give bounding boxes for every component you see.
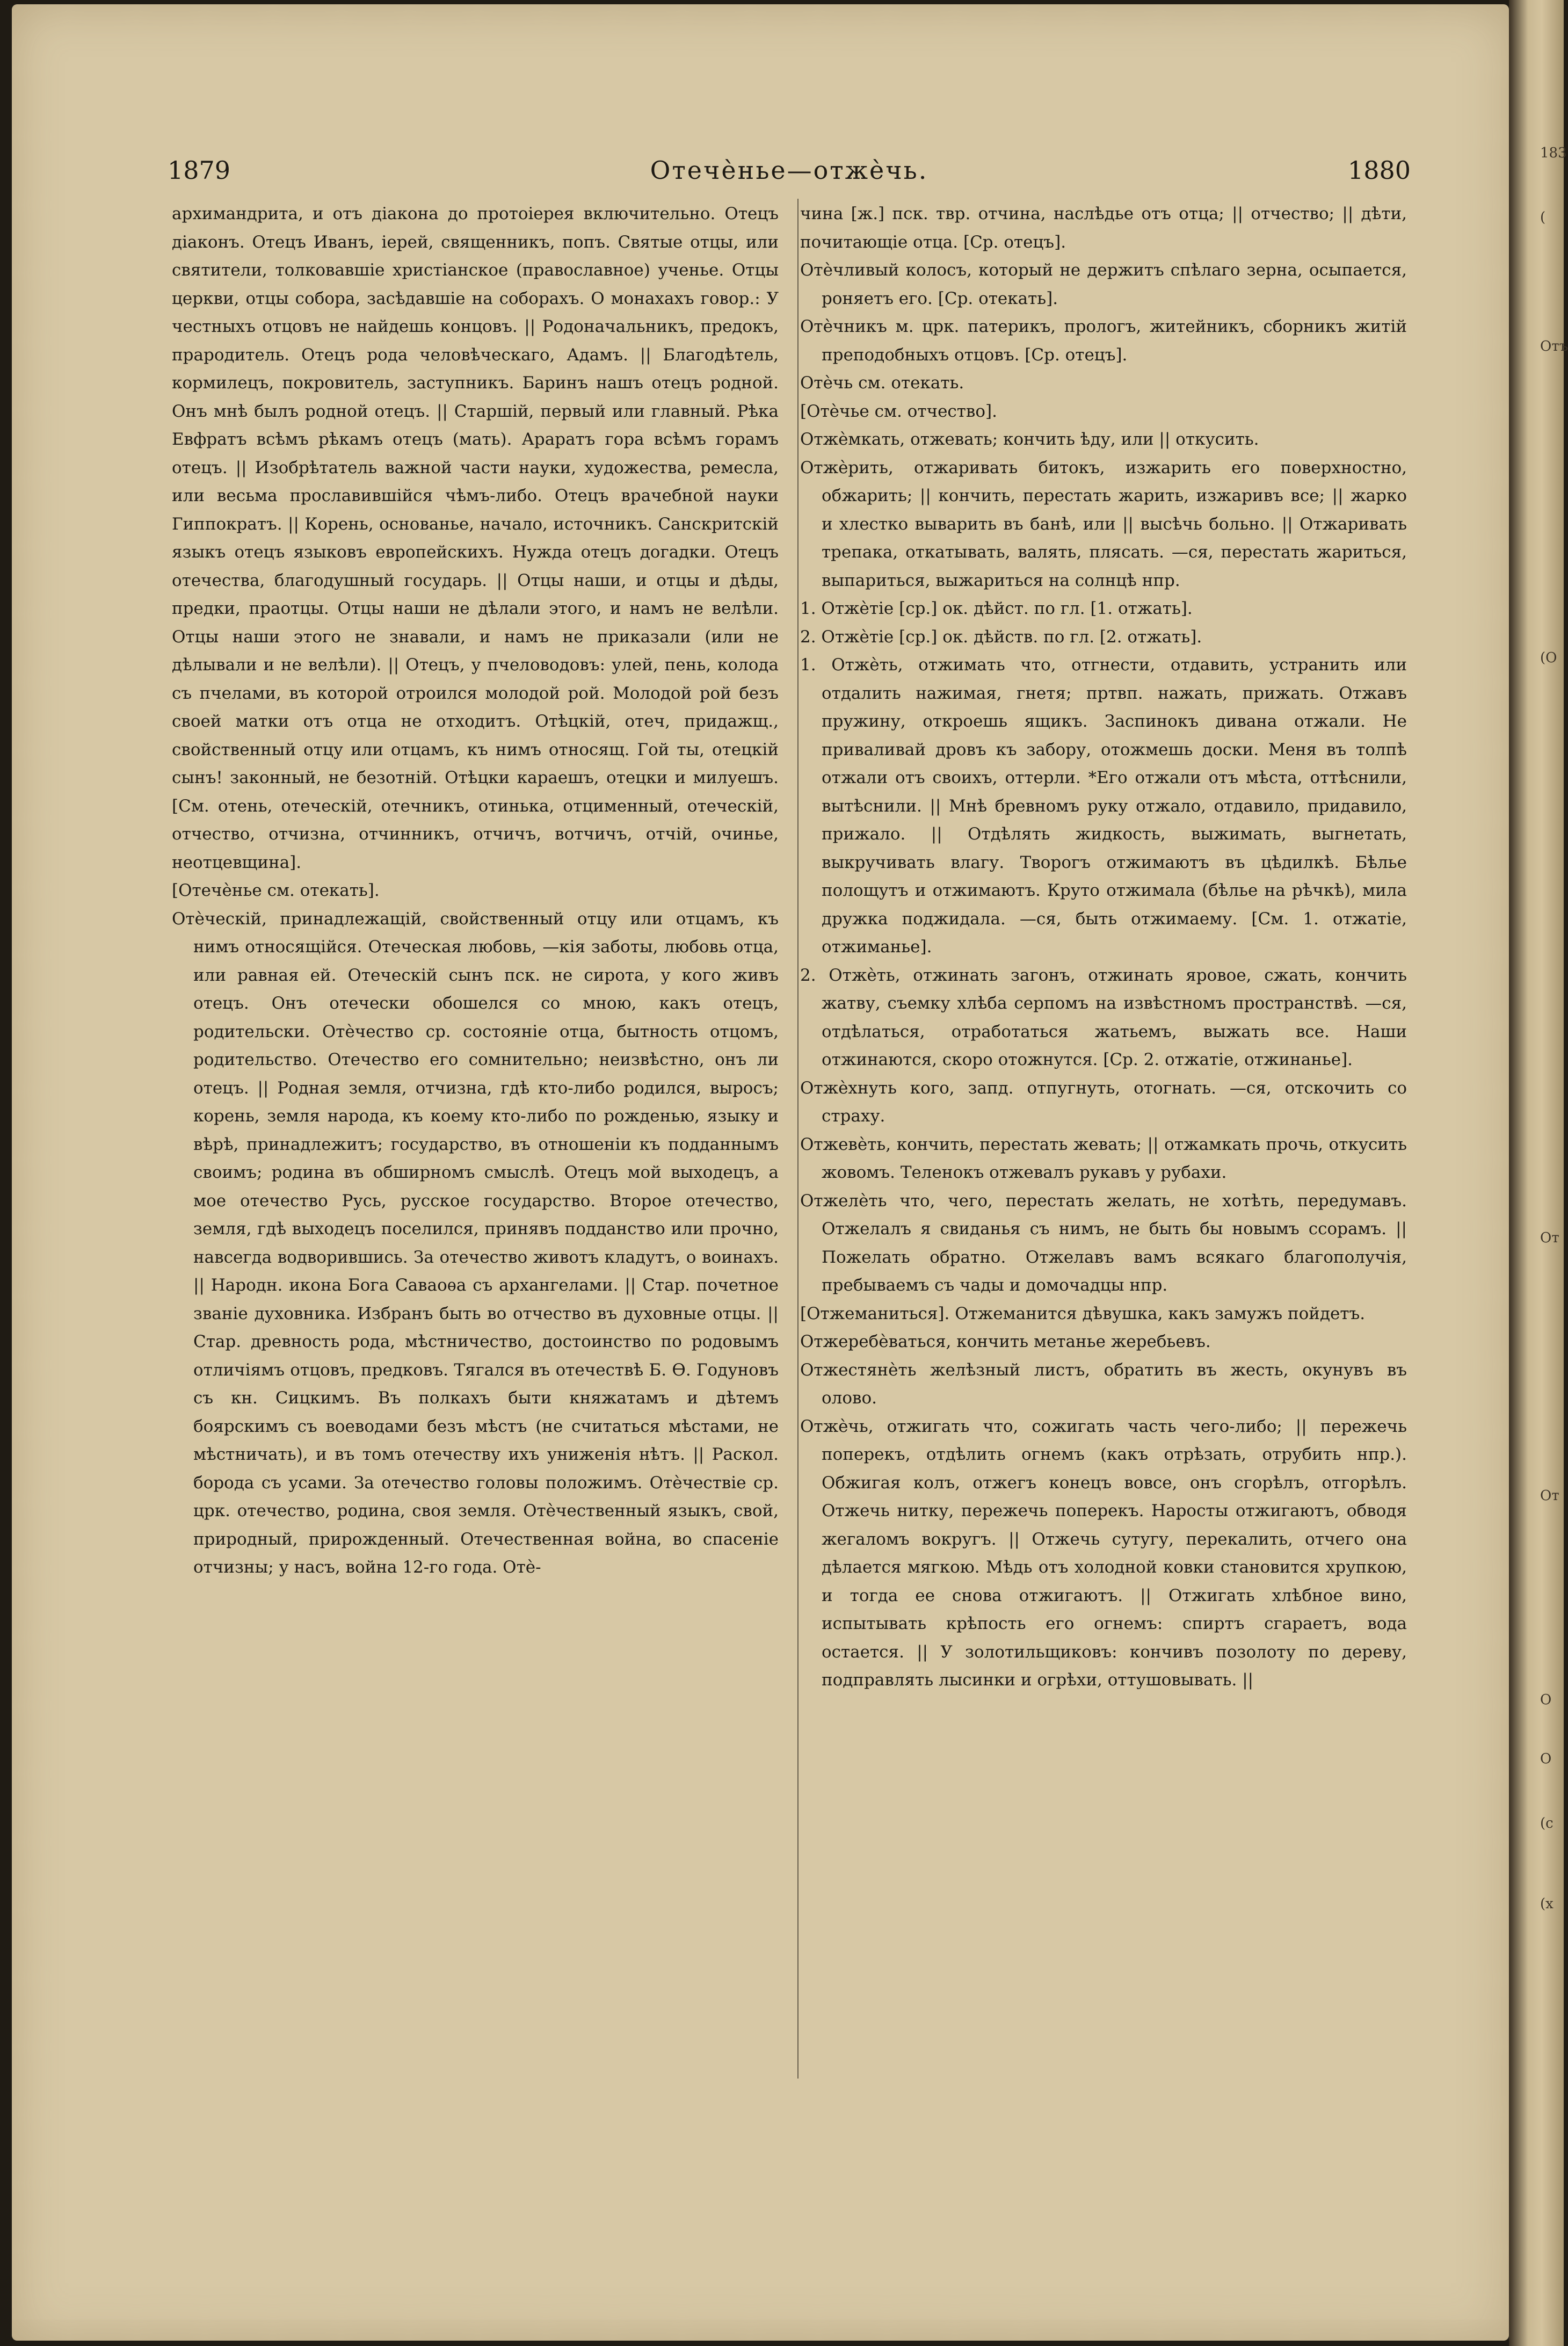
entry-otzherebevatsya: Отжеребѐваться, кончить метанье жеребьевъ.	[800, 1332, 1211, 1351]
entry-otechye: [Отѐчье см. отчество].	[800, 401, 997, 421]
entry-otzhakhnut: Отжѐхнуть кого, запд. отпугнуть, отогнать. —ся, отскочить со страху.	[800, 1078, 1407, 1126]
entry-otzhevat: Отжевѐть, кончить, перестать жевать; || отжамкать прочь, откусить жовомъ. Теленокъ отжевалъ рукавъ у рубахи.	[800, 1134, 1407, 1182]
running-title: Отечѐнье—отжѐчь.	[650, 156, 928, 185]
entry-otechina-cont: чина [ж.] пск. твр. отчина, наслѣдье отъ отца; || отчество; || дѣти, почитающіе отца. [Ср. отецъ].	[800, 204, 1407, 252]
edge-fragment: (х	[1540, 1896, 1554, 1912]
edge-fragment: От	[1540, 1230, 1559, 1246]
entry-otzhat-1: 1. Отжѐть, отжимать что, отгнести, отдавить, устранить или отдалить нажимая, гнетя; пртвп. нажать, прижать. Отжавъ пружину, откроешь ящикъ. Заспинокъ дивана отжали. Не приваливай дровъ къ забору, отожмешь доски. Меня въ толпѣ отжали отъ своихъ, оттерли. *Его отжали отъ мѣста, оттѣснили, вытѣснили. || Мнѣ бревномъ руку отжало, отдавило, придавило, прижало. || Отдѣлять жидкость, выжимать, выгнетать, выкручивать влагу. Творогъ отжимаютъ въ цѣдилкѣ. Бѣлье полощутъ и отжимаютъ. Круто отжимала (бѣлье на рѣчкѣ), мила дружка поджидала. —ся, быть отжимаему. [См. 1. отжатіе, отжиманье].	[800, 655, 1407, 957]
left-column	[172, 200, 779, 1582]
entry-otzhelat: Отжелѐть что, чего, перестать желать, не хотѣть, передумавъ. Отжелалъ я свиданья съ нимъ, не быть бы новымъ ссорамъ. || Пожелать обратно. Отжелавъ вамъ всякаго благополучія, пребываемъ съ чады и домочадцы нпр.	[800, 1191, 1407, 1295]
entry-continued: архимандрита, и отъ діакона до протоіерея включительно. Отецъ діаконъ. Отецъ Иванъ, іерей, священникъ, попъ. Святые отцы, или святители, толковавшіе христіанское (православное) ученье. Отцы церкви, отцы собора, засѣдавшіе на соборахъ. О монахахъ говор.: У честныхъ отцовъ не найдешь концовъ. || Родоначальникъ, предокъ, прародитель. Отецъ рода человѣческаго, Адамъ. || Благодѣтель, кормилецъ, покровитель, заступникъ. Баринъ нашъ отецъ родной. Онъ мнѣ былъ родной отецъ. || Старшій, первый или главный. Рѣка Евфратъ всѣмъ рѣкамъ отецъ (мать). Араратъ гора всѣмъ горамъ отецъ. || Изобрѣтатель важной части науки, художества, ремесла, или весьма прославившійся чѣмъ-либо. Отецъ врачебной науки Гиппократъ. || Корень, основанье, начало, источникъ. Санскритскій языкъ отецъ языковъ европейскихъ. Нужда отецъ догадки. Отецъ отечества, благодушный государь. || Отцы наши, и отцы и дѣды, предки, праотцы. Отцы наши не дѣлали этого, и намъ не велѣли. Отцы наши этого не знавали, и намъ не приказали (или не дѣлывали и не велѣли). || Отецъ, у пчеловодовъ: улей, пень, колода съ пчелами, въ которой отроился молодой рой. Молодой рой безъ своей матки отъ отца не отходитъ. Отѣцкій, отеч, придажщ., свойственный отцу или отцамъ, къ нимъ относящ. Гой ты, отецкій сынъ! законный, не безотній. Отѣцки караешъ, отецки и милуешъ. [См. отень, отеческій, отечникъ, отинька, отцименный, отеческій, отчество, отчизна, отчинникъ, отчичъ, вотчичъ, отчій, очинье, неотцевщина].	[172, 204, 779, 872]
entry-otechnik: Отѐчникъ м. црк. патерикъ, прологъ, житейникъ, сборникъ житій преподобныхъ отцовъ. [Ср. отецъ].	[800, 317, 1407, 365]
entry-otzhatie-1: 1. Отжѐтіе [ср.] ок. дѣйст. по гл. [1. отжать].	[800, 599, 1193, 618]
column-divider	[797, 199, 798, 2079]
entry-otech: Отѐчь см. отекать.	[800, 373, 964, 393]
page-header	[168, 156, 1411, 193]
entry-otechlivyy: Отѐчливый колосъ, который не держитъ спѣлаго зерна, осыпается, роняетъ его. [Ср. отекать].	[800, 260, 1407, 308]
entry-otechenie: [Отечѐнье см. отекать].	[172, 881, 380, 900]
page-number-left: 1879	[168, 156, 231, 185]
edge-fragment: (с	[1540, 1815, 1554, 1831]
entry-otzhestyanit: Отжестянѐть желѣзный листъ, обратить въ жесть, окунувъ въ олово.	[800, 1360, 1407, 1408]
entry-otzhemanitsya: [Отжеманиться]. Отжеманится дѣвушка, какъ замужъ пойдетъ.	[800, 1304, 1366, 1323]
right-column	[800, 200, 1407, 1695]
edge-fragment: 183	[1540, 145, 1567, 161]
page-number-right: 1880	[1347, 156, 1411, 185]
edge-fragment: От	[1540, 1488, 1559, 1504]
edge-fragment: Отъ	[1540, 338, 1568, 354]
entry-otzhatie-2: 2. Отжѐтіе [ср.] ок. дѣйств. по гл. [2. отжать].	[800, 627, 1202, 647]
edge-fragment: (О	[1540, 650, 1557, 666]
entry-otzhech: Отжѐчь, отжигать что, сожигать часть чего-либо; || пережечь поперекъ, отдѣлить огнемъ (какъ отрѣзать, отрубить нпр.). Обжигая колъ, отжегъ конецъ вовсе, онъ сгорѣлъ, отгорѣлъ. Отжечь нитку, пережечь поперекъ. Наросты отжигаютъ, обводя жегаломъ вокругъ. || Отжечь сутугу, перекалить, отчего она дѣлается мягкою. Мѣдь отъ холодной ковки становится хрупкою, и тогда ее снова отжигаютъ. || Отжигать хлѣбное вино, испытывать крѣпость его огнемъ: спиртъ сгараетъ, вода остается. || У золотильщиковъ: кончивъ позолоту по дереву, подправлять лысинки и огрѣхи, оттушовывать. ||	[800, 1416, 1407, 1690]
entry-otzhat-2: 2. Отжѐть, отжинать загонъ, отжинать яровое, сжать, кончить жатву, съемку хлѣба серпомъ на извѣстномъ пространствѣ. —ся, отдѣлаться, отработаться жатьемъ, выжать все. Наши отжинаются, скоро отожнутся. [Ср. 2. отжатіе, отжинанье].	[800, 965, 1407, 1069]
entry-otzharit: Отжѐрить, отжаривать битокъ, изжарить его поверхностно, обжарить; || кончить, перестать жарить, изжаривъ все; || жарко и хлестко выварить въ банѣ, или || высѣчь больно. || Отжаривать трепака, откатывать, валять, плясать. —ся, перестать жариться, выпариться, выжариться на солнцѣ нпр.	[800, 458, 1407, 590]
entry-otzhamkat: Отжѐмкать, отжевать; кончить ѣду, или || откусить.	[800, 430, 1259, 449]
edge-fragment: О	[1540, 1692, 1552, 1708]
entry-otecheskiy: Отѐческій, принадлежащій, свойственный отцу или отцамъ, къ нимъ относящійся. Отеческая любовь, —кія заботы, любовь отца, или равная ей. Отеческій сынъ пск. не сирота, у кого живъ отецъ. Онъ отечески обошелся со мною, какъ отецъ, родительски. Отѐчество ср. состояніе отца, бытность отцомъ, родительство. Отечество его сомнительно; неизвѣстно, онъ ли отецъ. || Родная земля, отчизна, гдѣ кто-либо родился, выросъ; корень, земля народа, къ коему кто-либо по рожденью, языку и вѣрѣ, принадлежитъ; государство, въ отношеніи къ подданнымъ своимъ; родина въ обширномъ смыслѣ. Отецъ мой выходецъ, а мое отечество Русь, русское государство. Второе отечество, земля, гдѣ выходецъ поселился, принявъ подданство или прочно, навсегда водворившись. За отечество животъ кладутъ, о воинахъ. || Народн. икона Бога Саваоѳа съ архангелами. || Стар. почетное званіе духовника. Избранъ быть во отчество въ духовные отцы. || Стар. древность рода, мѣстничество, достоинство по родовымъ отличіямъ отцовъ, предковъ. Тягался въ отечествѣ Б. Ѳ. Годуновъ съ кн. Сицкимъ. Въ полкахъ быти княжатамъ и дѣтемъ боярскимъ съ воеводами безъ мѣстъ (не считаться мѣстами, не мѣстничать), и въ томъ отечеству ихъ униженія нѣтъ. || Раскол. борода съ усами. За отечество головы положимъ. Отѐчествіе ср. црк. отечество, родина, своя земля. Отѐчественный языкъ, свой, природный, прирожденный. Отечественная война, во спасеніе отчизны; у насъ, война 12-го года. Отѐ-	[172, 909, 779, 1577]
edge-fragment: (	[1540, 209, 1546, 226]
edge-fragment: О	[1540, 1751, 1552, 1767]
